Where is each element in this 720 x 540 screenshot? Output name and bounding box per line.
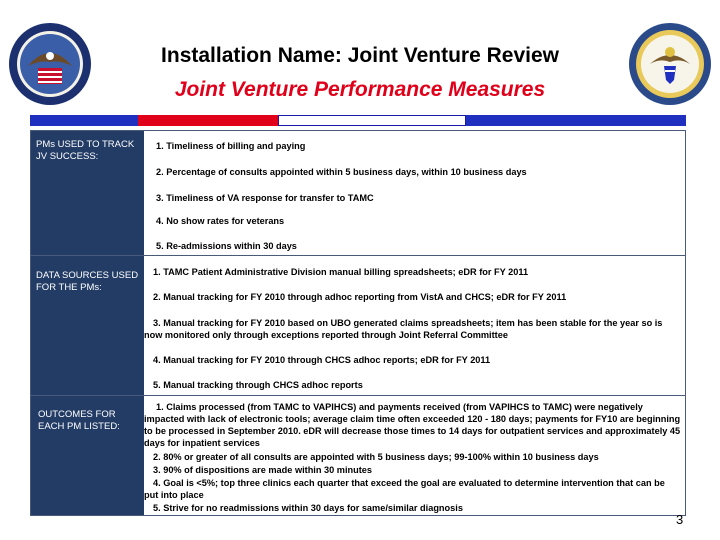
header-band-blue bbox=[466, 115, 686, 126]
header-band-white bbox=[278, 115, 466, 126]
row-content bbox=[144, 256, 685, 395]
list-item: 2. 80% or greater of all consults are appointed with 5 business days; 99-100% within 10 business days bbox=[153, 452, 599, 462]
list-item: 1. Timeliness of billing and paying bbox=[156, 141, 306, 151]
header-band-red bbox=[138, 115, 278, 126]
page-number: 3 bbox=[676, 512, 684, 527]
table-row bbox=[31, 131, 685, 256]
performance-table bbox=[30, 130, 686, 516]
row-label: PMs USED TO TRACK JV SUCCESS: bbox=[31, 131, 144, 255]
list-item: 4. No show rates for veterans bbox=[156, 216, 285, 226]
page-title: Installation Name: Joint Venture Review bbox=[161, 44, 559, 67]
page-subtitle: Joint Venture Performance Measures bbox=[174, 78, 546, 101]
list-item: 3. Manual tracking for FY 2010 based on UBO generated claims spreadsheets; item has been stable for the year so is now monitored only through exceptions reported through Joint Referral Committee bbox=[144, 318, 663, 340]
dod-seal-icon bbox=[628, 22, 712, 106]
list-item: 2. Manual tracking for FY 2010 through adhoc reporting from VistA and CHCS; eDR for FY 2011 bbox=[153, 292, 567, 302]
header-band-blue-left bbox=[30, 115, 138, 126]
list-item: 2. Percentage of consults appointed within 5 business days, within 10 business days bbox=[156, 167, 527, 177]
row-content bbox=[144, 131, 685, 255]
row-label: OUTCOMES FOR EACH PM LISTED: bbox=[31, 396, 144, 515]
table-row bbox=[31, 396, 685, 515]
list-item: 1. TAMC Patient Administrative Division manual billing spreadsheets; eDR for FY 2011 bbox=[153, 267, 529, 277]
va-seal-icon bbox=[8, 22, 92, 106]
list-item: 5. Strive for no readmissions within 30 days for same/similar diagnosis bbox=[153, 503, 463, 513]
table-row bbox=[31, 256, 685, 396]
list-item: 5. Re-admissions within 30 days bbox=[156, 241, 297, 251]
list-item: 3. Timeliness of VA response for transfer to TAMC bbox=[156, 193, 374, 203]
list-item: 1. Claims processed (from TAMC to VAPIHCS) and payments received (from VAPIHCS to TAMC) were negatively impacted with lack of electronic tools; average claim time often exceeded 120 - 180 days; payments for FY10 are beginning to be processed in September 2010. eDR will decrease those times to 14 days for outpatient services and approximately 45 days for inpatient services bbox=[144, 402, 681, 448]
list-item: 5. Manual tracking through CHCS adhoc reports bbox=[153, 380, 363, 390]
list-item: 4. Goal is <5%; top three clinics each quarter that exceed the goal are evaluated to determine intervention that can be put into place bbox=[144, 478, 665, 500]
list-item: 3. 90% of dispositions are made within 30 minutes bbox=[153, 465, 373, 475]
list-item: 4. Manual tracking for FY 2010 through CHCS adhoc reports; eDR for FY 2011 bbox=[153, 355, 491, 365]
row-label: DATA SOURCES USED FOR THE PMs: bbox=[31, 256, 144, 395]
row-content bbox=[144, 396, 685, 515]
